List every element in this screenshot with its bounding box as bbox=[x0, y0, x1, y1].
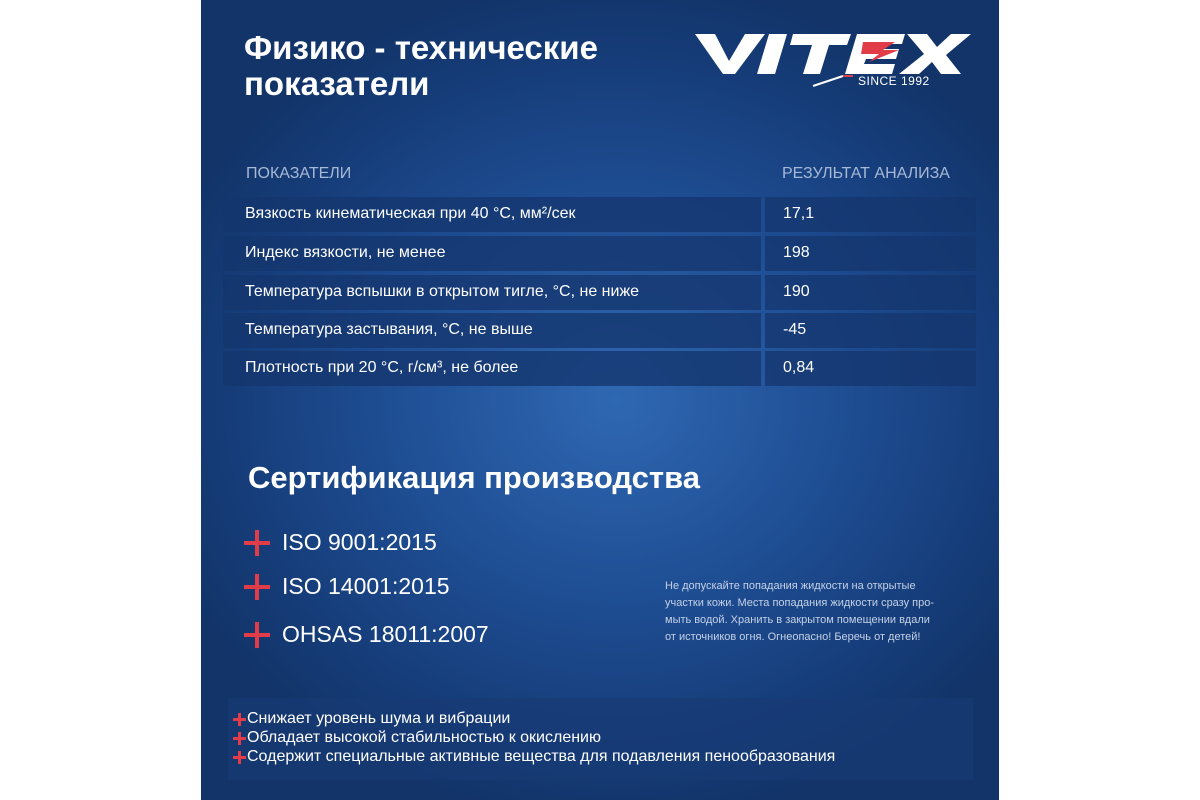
row-label-cell bbox=[223, 236, 761, 271]
plus-icon bbox=[244, 530, 270, 556]
title-line-1: Физико - технические bbox=[244, 29, 598, 66]
certification-item bbox=[244, 527, 644, 557]
plus-icon bbox=[244, 574, 270, 600]
row-value: 0,84 bbox=[783, 359, 815, 376]
row-label: Плотность при 20 °С, г/см³, не более bbox=[245, 359, 519, 376]
safety-warning bbox=[665, 578, 975, 646]
warning-line: Не допускайте попадания жидкости на открытые bbox=[665, 580, 916, 592]
table-row bbox=[223, 236, 976, 271]
row-value-cell bbox=[765, 351, 976, 386]
row-label-cell bbox=[223, 275, 761, 310]
row-value: 17,1 bbox=[783, 205, 815, 222]
logo-since: SINCE 1992 bbox=[858, 74, 930, 88]
feature-text: Содержит специальные активные вещества для подавления пенообразования bbox=[247, 748, 836, 765]
plus-icon bbox=[233, 751, 246, 764]
feature-text: Обладает высокой стабильностью к окислению bbox=[247, 729, 601, 746]
certification-item bbox=[244, 619, 644, 649]
table-row bbox=[223, 351, 976, 386]
table-row bbox=[223, 197, 976, 232]
row-value-cell bbox=[765, 275, 976, 310]
row-value-cell bbox=[765, 313, 976, 348]
row-value-cell bbox=[765, 197, 976, 232]
row-label: Вязкость кинематическая при 40 °С, мм²/сек bbox=[245, 205, 576, 222]
row-label-cell bbox=[223, 197, 761, 232]
certification-title: Сертификация производства bbox=[248, 460, 700, 495]
row-label: Температура вспышки в открытом тигле, °С, не ниже bbox=[245, 283, 640, 300]
certification-label: ISO 9001:2015 bbox=[282, 529, 437, 555]
vitex-logo bbox=[693, 28, 973, 90]
column-header-result: РЕЗУЛЬТАТ АНАЛИЗА bbox=[782, 165, 950, 182]
certification-item bbox=[244, 571, 644, 601]
plus-icon bbox=[244, 622, 270, 648]
feature-text: Снижает уровень шума и вибрации bbox=[247, 710, 511, 727]
row-label-cell bbox=[223, 313, 761, 348]
warning-line: от источников огня. Огнеопасно! Беречь от детей! bbox=[665, 631, 921, 643]
row-value: -45 bbox=[783, 321, 807, 338]
warning-line: мыть водой. Хранить в закрытом помещении вдали bbox=[665, 614, 930, 626]
row-label: Индекс вязкости, не менее bbox=[245, 244, 446, 261]
table-row bbox=[223, 313, 976, 348]
table-row bbox=[223, 275, 976, 310]
plus-icon bbox=[233, 732, 246, 745]
column-header-parameters: ПОКАЗАТЕЛИ bbox=[246, 165, 352, 182]
page-title bbox=[244, 30, 684, 102]
features-box bbox=[228, 698, 973, 780]
plus-icon bbox=[233, 713, 246, 726]
row-value: 190 bbox=[783, 283, 810, 300]
warning-line: участки кожи. Места попадания жидкости сразу про- bbox=[665, 597, 935, 609]
row-label: Температура застывания, °С, не выше bbox=[245, 321, 533, 338]
product-info-panel bbox=[201, 0, 999, 800]
certification-label: ISO 14001:2015 bbox=[282, 573, 450, 599]
row-label-cell bbox=[223, 351, 761, 386]
title-line-2: показатели bbox=[244, 65, 430, 102]
row-value: 198 bbox=[783, 244, 810, 261]
row-value-cell bbox=[765, 236, 976, 271]
certification-label: OHSAS 18011:2007 bbox=[282, 621, 489, 647]
